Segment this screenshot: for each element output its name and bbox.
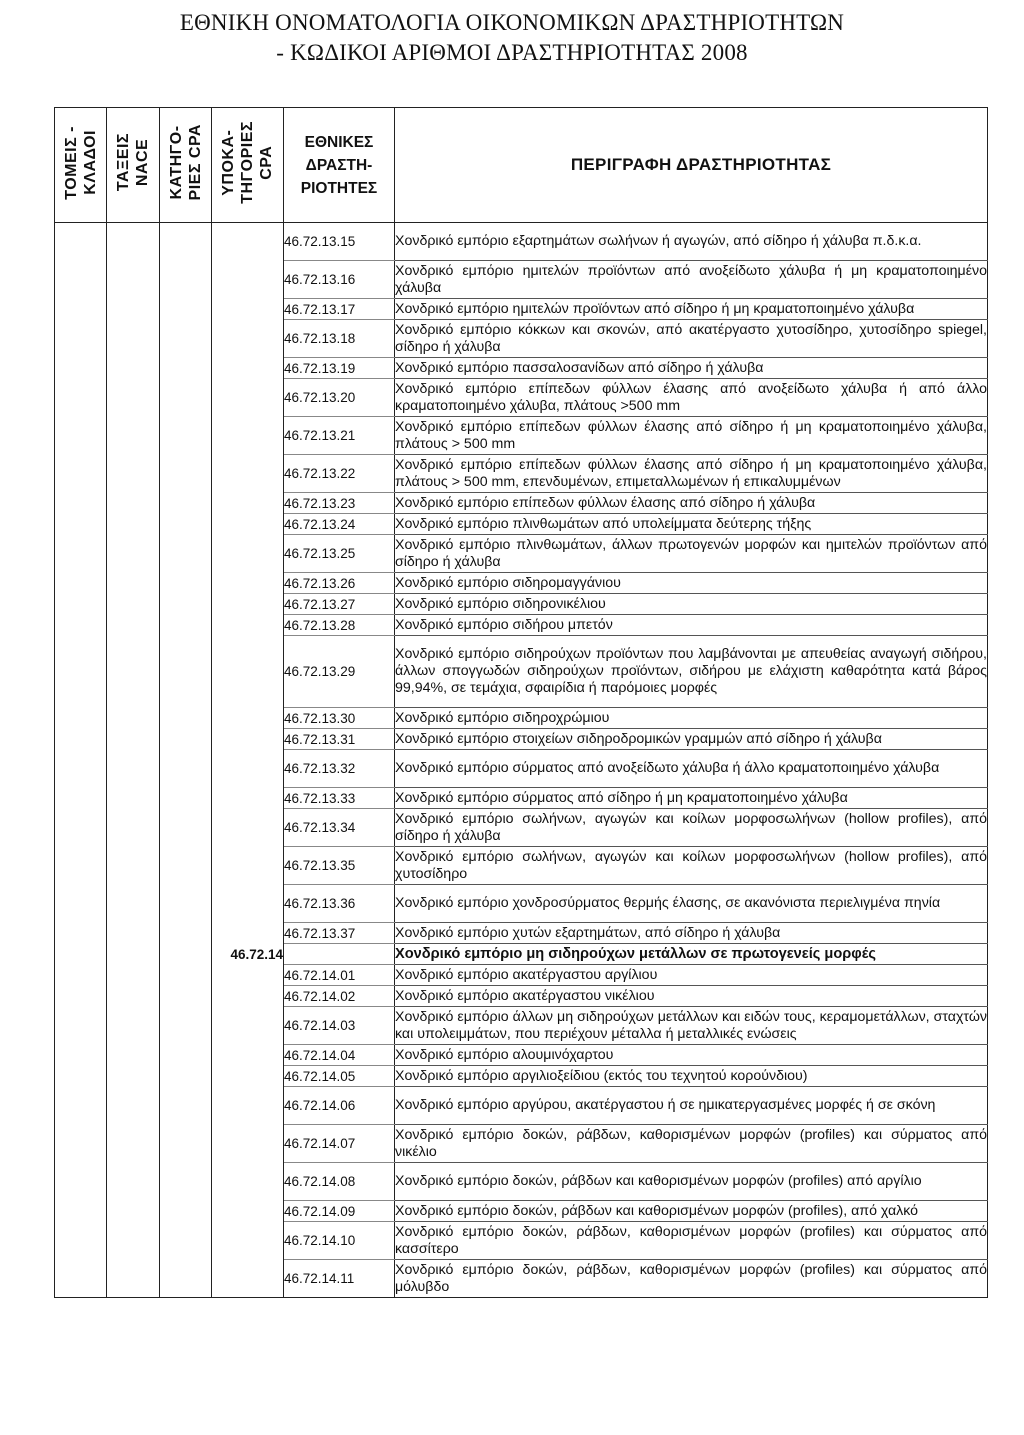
national-activity-code: 46.72.14.04 bbox=[284, 1045, 395, 1066]
empty-cell bbox=[160, 1087, 212, 1125]
empty-cell bbox=[55, 1007, 107, 1045]
empty-cell bbox=[107, 885, 160, 923]
empty-cell bbox=[55, 965, 107, 986]
empty-cell bbox=[55, 493, 107, 514]
empty-cell bbox=[160, 788, 212, 809]
activity-description: Χονδρικό εμπόριο σύρματος από ανοξείδωτο χάλυβα ή άλλο κραματοποιημένο χάλυβα bbox=[395, 750, 988, 788]
national-activity-code: 46.72.13.26 bbox=[284, 573, 395, 594]
empty-cell bbox=[55, 223, 107, 261]
table-row bbox=[55, 594, 988, 615]
empty-cell bbox=[160, 594, 212, 615]
activity-description: Χονδρικό εμπόριο εξαρτημάτων σωλήνων ή αγωγών, από σίδηρο ή χάλυβα π.δ.κ.α. bbox=[395, 223, 988, 261]
empty-cell bbox=[55, 1045, 107, 1066]
empty-cell bbox=[107, 1125, 160, 1163]
table-row bbox=[55, 261, 988, 299]
activity-description: Χονδρικό εμπόριο πλινθωμάτων από υπολείμματα δεύτερης τήξης bbox=[395, 514, 988, 535]
empty-cell bbox=[55, 358, 107, 379]
national-activity-code: 46.72.14.06 bbox=[284, 1087, 395, 1125]
activity-description: Χονδρικό εμπόριο δοκών, ράβδων και καθορισμένων μορφών (profiles), από χαλκό bbox=[395, 1201, 988, 1222]
empty-cell bbox=[55, 944, 107, 965]
empty-cell bbox=[55, 299, 107, 320]
header-national-activities: ΕΘΝΙΚΕΣ ΔΡΑΣΤΗ- ΡΙΟΤΗΤΕΣ bbox=[284, 108, 395, 223]
empty-cell bbox=[160, 750, 212, 788]
empty-cell bbox=[107, 1066, 160, 1087]
empty-cell bbox=[160, 320, 212, 358]
header-activity-description: ΠΕΡΙΓΡΑΦΗ ΔΡΑΣΤΗΡΙΟΤΗΤΑΣ bbox=[395, 108, 988, 223]
table-row bbox=[55, 788, 988, 809]
empty-cell bbox=[107, 847, 160, 885]
activity-description: Χονδρικό εμπόριο σωλήνων, αγωγών και κοίλων μορφοσωλήνων (hollow profiles), από χυτοσίδηρο bbox=[395, 847, 988, 885]
empty-cell bbox=[55, 455, 107, 493]
empty-cell bbox=[107, 455, 160, 493]
activity-description: Χονδρικό εμπόριο επίπεδων φύλλων έλασης από σίδηρο ή μη κραματοποιημένο χάλυβα, πλάτους > 500 mm bbox=[395, 417, 988, 455]
activity-codes-table bbox=[54, 107, 988, 1298]
table-row bbox=[55, 455, 988, 493]
national-activity-code: 46.72.13.30 bbox=[284, 708, 395, 729]
empty-cell bbox=[107, 1260, 160, 1298]
national-activity-code: 46.72.13.17 bbox=[284, 299, 395, 320]
table-row bbox=[55, 636, 988, 708]
activity-description: Χονδρικό εμπόριο πλινθωμάτων, άλλων πρωτογενών μορφών και ημιτελών προϊόντων από σίδηρο ή χάλυβα bbox=[395, 535, 988, 573]
national-activity-code: 46.72.13.32 bbox=[284, 750, 395, 788]
national-activity-code: 46.72.14.11 bbox=[284, 1260, 395, 1298]
empty-cell bbox=[160, 1201, 212, 1222]
activity-description: Χονδρικό εμπόριο δοκών, ράβδων, καθορισμένων μορφών (profiles) και σύρματος από μόλυβδο bbox=[395, 1260, 988, 1298]
national-activity-code: 46.72.13.21 bbox=[284, 417, 395, 455]
empty-cell bbox=[160, 729, 212, 750]
activity-description: Χονδρικό εμπόριο σύρματος από σίδηρο ή μη κραματοποιημένο χάλυβα bbox=[395, 788, 988, 809]
empty-cell bbox=[55, 1066, 107, 1087]
table-row bbox=[55, 885, 988, 923]
empty-cell bbox=[160, 417, 212, 455]
empty-cell bbox=[160, 923, 212, 944]
national-activity-code: 46.72.13.23 bbox=[284, 493, 395, 514]
national-activity-code: 46.72.14.10 bbox=[284, 1222, 395, 1260]
national-activity-code: 46.72.13.22 bbox=[284, 455, 395, 493]
empty-cell bbox=[107, 809, 160, 847]
empty-cell bbox=[55, 1087, 107, 1125]
cpa-subcategory-code bbox=[212, 223, 284, 261]
cpa-subcategory-code bbox=[212, 535, 284, 573]
empty-cell bbox=[107, 594, 160, 615]
table-row bbox=[55, 847, 988, 885]
national-activity-code: 46.72.14.05 bbox=[284, 1066, 395, 1087]
empty-cell bbox=[55, 1125, 107, 1163]
cpa-subcategory-code bbox=[212, 708, 284, 729]
empty-cell bbox=[160, 493, 212, 514]
empty-cell bbox=[107, 965, 160, 986]
activity-description: Χονδρικό εμπόριο χονδροσύρματος θερμής έλασης, σε ακανόνιστα περιελιγμένα πηνία bbox=[395, 885, 988, 923]
empty-cell bbox=[107, 1007, 160, 1045]
activity-description: Χονδρικό εμπόριο σιδηρονικέλιου bbox=[395, 594, 988, 615]
table-row bbox=[55, 417, 988, 455]
table-row bbox=[55, 1066, 988, 1087]
cpa-subcategory-code bbox=[212, 1045, 284, 1066]
empty-cell bbox=[160, 708, 212, 729]
empty-cell bbox=[107, 788, 160, 809]
activity-description: Χονδρικό εμπόριο ημιτελών προϊόντων από ανοξείδωτο χάλυβα ή μη κραματοποιημένο χάλυβα bbox=[395, 261, 988, 299]
empty-cell bbox=[107, 923, 160, 944]
cpa-subcategory-code bbox=[212, 493, 284, 514]
activity-description: Χονδρικό εμπόριο σωλήνων, αγωγών και κοίλων μορφοσωλήνων (hollow profiles), από σίδηρο ή χάλυβα bbox=[395, 809, 988, 847]
empty-cell bbox=[107, 493, 160, 514]
activity-description: Χονδρικό εμπόριο ημιτελών προϊόντων από σίδηρο ή μη κραματοποιημένο χάλυβα bbox=[395, 299, 988, 320]
cpa-subcategory-code bbox=[212, 729, 284, 750]
empty-cell bbox=[160, 965, 212, 986]
empty-cell bbox=[55, 729, 107, 750]
activity-description: Χονδρικό εμπόριο επίπεδων φύλλων έλασης από ανοξείδωτο χάλυβα ή από άλλο κραματοποιημένο χάλυβα, πλάτους >500 mm bbox=[395, 379, 988, 417]
empty-cell bbox=[55, 573, 107, 594]
national-activity-code: 46.72.13.16 bbox=[284, 261, 395, 299]
table-row bbox=[55, 1087, 988, 1125]
cpa-subcategory-code bbox=[212, 965, 284, 986]
national-activity-code: 46.72.13.19 bbox=[284, 358, 395, 379]
table-row bbox=[55, 1222, 988, 1260]
activity-description: Χονδρικό εμπόριο αλουμινόχαρτου bbox=[395, 1045, 988, 1066]
national-activity-code: 46.72.14.08 bbox=[284, 1163, 395, 1201]
activity-description: Χονδρικό εμπόριο πασσαλοσανίδων από σίδηρο ή χάλυβα bbox=[395, 358, 988, 379]
empty-cell bbox=[160, 636, 212, 708]
empty-cell bbox=[55, 379, 107, 417]
empty-cell bbox=[160, 986, 212, 1007]
cpa-subcategory-code bbox=[212, 1222, 284, 1260]
empty-cell bbox=[160, 1222, 212, 1260]
empty-cell bbox=[160, 573, 212, 594]
header-sectors: ΤΟΜΕΙΣ - ΚΛΑΔΟΙ bbox=[55, 108, 107, 223]
table-row bbox=[55, 1045, 988, 1066]
empty-cell bbox=[160, 514, 212, 535]
national-activity-code: 46.72.13.27 bbox=[284, 594, 395, 615]
cpa-subcategory-code bbox=[212, 455, 284, 493]
activity-description: Χονδρικό εμπόριο στοιχείων σιδηροδρομικών γραμμών από σίδηρο ή χάλυβα bbox=[395, 729, 988, 750]
cpa-subcategory-code bbox=[212, 885, 284, 923]
activity-description: Χονδρικό εμπόριο ακατέργαστου αργίλιου bbox=[395, 965, 988, 986]
national-activity-code: 46.72.14.03 bbox=[284, 1007, 395, 1045]
activity-description: Χονδρικό εμπόριο επίπεδων φύλλων έλασης από σίδηρο ή μη κραματοποιημένο χάλυβα, πλάτους > 500 mm, επενδυμένων, επιμεταλλωμένων ή επικαλυμμένων bbox=[395, 455, 988, 493]
cpa-subcategory-code bbox=[212, 847, 284, 885]
empty-cell bbox=[107, 573, 160, 594]
cpa-subcategory-code bbox=[212, 417, 284, 455]
national-activity-code: 46.72.13.35 bbox=[284, 847, 395, 885]
table-row bbox=[55, 708, 988, 729]
empty-cell bbox=[160, 1163, 212, 1201]
cpa-subcategory-code bbox=[212, 1201, 284, 1222]
table-header bbox=[55, 108, 988, 223]
table-row bbox=[55, 1201, 988, 1222]
empty-cell bbox=[55, 923, 107, 944]
cpa-subcategory-code bbox=[212, 594, 284, 615]
national-activity-code: 46.72.13.20 bbox=[284, 379, 395, 417]
empty-cell bbox=[55, 514, 107, 535]
empty-cell bbox=[107, 379, 160, 417]
national-activity-code: 46.72.14.07 bbox=[284, 1125, 395, 1163]
empty-cell bbox=[55, 708, 107, 729]
activity-description: Χονδρικό εμπόριο σιδηρομαγγάνιου bbox=[395, 573, 988, 594]
national-activity-code: 46.72.13.34 bbox=[284, 809, 395, 847]
national-activity-code: 46.72.13.29 bbox=[284, 636, 395, 708]
header-cpa-categories: ΚΑΤΗΓΟ- ΡΙΕΣ CPA bbox=[160, 108, 212, 223]
cpa-subcategory-code bbox=[212, 320, 284, 358]
empty-cell bbox=[55, 261, 107, 299]
national-activity-code: 46.72.13.36 bbox=[284, 885, 395, 923]
activity-description: Χονδρικό εμπόριο επίπεδων φύλλων έλασης από σίδηρο ή χάλυβα bbox=[395, 493, 988, 514]
empty-cell bbox=[160, 847, 212, 885]
cpa-subcategory-code bbox=[212, 358, 284, 379]
national-activity-code: 46.72.13.18 bbox=[284, 320, 395, 358]
table-row bbox=[55, 358, 988, 379]
national-activity-code: 46.72.13.28 bbox=[284, 615, 395, 636]
header-nace-classes: ΤΑΞΕΙΣ NACE bbox=[107, 108, 160, 223]
national-activity-code: 46.72.13.15 bbox=[284, 223, 395, 261]
table-row bbox=[55, 223, 988, 261]
empty-cell bbox=[160, 615, 212, 636]
empty-cell bbox=[55, 788, 107, 809]
cpa-subcategory-code bbox=[212, 1087, 284, 1125]
cpa-subcategory-code bbox=[212, 379, 284, 417]
empty-cell bbox=[55, 615, 107, 636]
document-title-line2: - ΚΩΔΙΚΟΙ ΑΡΙΘΜΟΙ ΔΡΑΣΤΗΡΙΟΤΗΤΑΣ 2008 bbox=[276, 40, 748, 65]
activity-description: Χονδρικό εμπόριο αργύρου, ακατέργαστου ή σε ημικατεργασμένες μορφές ή σε σκόνη bbox=[395, 1087, 988, 1125]
empty-cell bbox=[107, 535, 160, 573]
empty-cell bbox=[107, 1045, 160, 1066]
empty-cell bbox=[55, 986, 107, 1007]
empty-cell bbox=[160, 944, 212, 965]
national-activity-code: 46.72.14.02 bbox=[284, 986, 395, 1007]
empty-cell bbox=[107, 1222, 160, 1260]
empty-cell bbox=[55, 1260, 107, 1298]
cpa-subcategory-code bbox=[212, 986, 284, 1007]
empty-cell bbox=[107, 1163, 160, 1201]
empty-cell bbox=[160, 885, 212, 923]
empty-cell bbox=[160, 223, 212, 261]
cpa-subcategory-code bbox=[212, 573, 284, 594]
activity-description: Χονδρικό εμπόριο χυτών εξαρτημάτων, από σίδηρο ή χάλυβα bbox=[395, 923, 988, 944]
empty-cell bbox=[107, 708, 160, 729]
table-row bbox=[55, 809, 988, 847]
table-row bbox=[55, 299, 988, 320]
empty-cell bbox=[160, 1007, 212, 1045]
table-row bbox=[55, 986, 988, 1007]
cpa-subcategory-code bbox=[212, 1163, 284, 1201]
table-row bbox=[55, 750, 988, 788]
empty-cell bbox=[160, 1066, 212, 1087]
table-row bbox=[55, 1260, 988, 1298]
table-row bbox=[55, 1163, 988, 1201]
cpa-subcategory-code bbox=[212, 299, 284, 320]
table-row bbox=[55, 615, 988, 636]
empty-cell bbox=[160, 535, 212, 573]
national-activity-code: 46.72.13.25 bbox=[284, 535, 395, 573]
table-row bbox=[55, 1125, 988, 1163]
empty-cell bbox=[55, 1222, 107, 1260]
empty-cell bbox=[55, 847, 107, 885]
empty-cell bbox=[107, 750, 160, 788]
empty-cell bbox=[55, 594, 107, 615]
cpa-subcategory-code bbox=[212, 636, 284, 708]
table-row bbox=[55, 514, 988, 535]
cpa-subcategory-code bbox=[212, 809, 284, 847]
empty-cell bbox=[107, 944, 160, 965]
document-title-line1: ΕΘΝΙΚΗ ΟΝΟΜΑΤΟΛΟΓΙΑ ΟΙΚΟΝΟΜΙΚΩΝ ΔΡΑΣΤΗΡΙΟΤΗΤΩΝ bbox=[179, 10, 845, 35]
empty-cell bbox=[55, 1163, 107, 1201]
activity-description: Χονδρικό εμπόριο άλλων μη σιδηρούχων μετάλλων και ειδών τους, κεραμομετάλλων, σταχτών και υπολειμμάτων, που περιέχουν μέταλλα ή μεταλλικές ενώσεις bbox=[395, 1007, 988, 1045]
cpa-subcategory-code bbox=[212, 1007, 284, 1045]
empty-cell bbox=[160, 299, 212, 320]
empty-cell bbox=[55, 885, 107, 923]
activity-description: Χονδρικό εμπόριο δοκών, ράβδων, καθορισμένων μορφών (profiles) και σύρματος από νικέλιο bbox=[395, 1125, 988, 1163]
empty-cell bbox=[107, 615, 160, 636]
empty-cell bbox=[160, 358, 212, 379]
empty-cell bbox=[160, 455, 212, 493]
empty-cell bbox=[55, 1201, 107, 1222]
table-row bbox=[55, 1007, 988, 1045]
header-cpa-subcategories: ΥΠΟΚΑ- ΤΗΓΟΡΙΕΣ CPA bbox=[212, 108, 284, 223]
empty-cell bbox=[160, 1045, 212, 1066]
national-activity-code: 46.72.14.09 bbox=[284, 1201, 395, 1222]
empty-cell bbox=[107, 358, 160, 379]
empty-cell bbox=[55, 320, 107, 358]
empty-cell bbox=[160, 1125, 212, 1163]
table-row bbox=[55, 729, 988, 750]
activity-description: Χονδρικό εμπόριο αργιλιοξείδιου (εκτός του τεχνητού κορούνδιου) bbox=[395, 1066, 988, 1087]
empty-cell bbox=[107, 417, 160, 455]
cpa-subcategory-code: 46.72.14 bbox=[212, 944, 284, 965]
empty-cell bbox=[55, 636, 107, 708]
table-row bbox=[55, 535, 988, 573]
activity-description: Χονδρικό εμπόριο μη σιδηρούχων μετάλλων σε πρωτογενείς μορφές bbox=[395, 944, 988, 965]
empty-cell bbox=[160, 1260, 212, 1298]
empty-cell bbox=[107, 223, 160, 261]
national-activity-code: 46.72.14.01 bbox=[284, 965, 395, 986]
empty-cell bbox=[160, 261, 212, 299]
empty-cell bbox=[107, 986, 160, 1007]
cpa-subcategory-code bbox=[212, 514, 284, 535]
national-activity-code: 46.72.13.31 bbox=[284, 729, 395, 750]
national-activity-code: 46.72.13.37 bbox=[284, 923, 395, 944]
empty-cell bbox=[107, 1087, 160, 1125]
cpa-subcategory-code bbox=[212, 788, 284, 809]
empty-cell bbox=[160, 809, 212, 847]
empty-cell bbox=[107, 261, 160, 299]
activity-description: Χονδρικό εμπόριο ακατέργαστου νικέλιου bbox=[395, 986, 988, 1007]
cpa-subcategory-code bbox=[212, 923, 284, 944]
national-activity-code: 46.72.13.24 bbox=[284, 514, 395, 535]
empty-cell bbox=[160, 379, 212, 417]
empty-cell bbox=[107, 514, 160, 535]
national-activity-code: 46.72.13.33 bbox=[284, 788, 395, 809]
cpa-subcategory-code bbox=[212, 750, 284, 788]
cpa-subcategory-code bbox=[212, 615, 284, 636]
activity-description: Χονδρικό εμπόριο σιδηρούχων προϊόντων που λαμβάνονται με απευθείας αναγωγή σιδήρου, άλλων σπογγωδών σιδηρούχων προϊόντων, σιδήρου με ελάχιστη καθαρότητα κατά βάρος 99,94%, σε τεμάχια, σφαιρίδια ή παρόμοιες μορφές bbox=[395, 636, 988, 708]
cpa-subcategory-code bbox=[212, 1066, 284, 1087]
table-row bbox=[55, 923, 988, 944]
activity-description: Χονδρικό εμπόριο δοκών, ράβδων και καθορισμένων μορφών (profiles) από αργίλιο bbox=[395, 1163, 988, 1201]
empty-cell bbox=[55, 417, 107, 455]
table-body bbox=[55, 223, 988, 1298]
national-activity-code bbox=[284, 944, 395, 965]
table-row bbox=[55, 573, 988, 594]
cpa-subcategory-code bbox=[212, 261, 284, 299]
cpa-subcategory-code bbox=[212, 1125, 284, 1163]
empty-cell bbox=[107, 1201, 160, 1222]
table-row bbox=[55, 379, 988, 417]
empty-cell bbox=[107, 729, 160, 750]
table-row bbox=[55, 493, 988, 514]
table-row bbox=[55, 944, 988, 965]
table-row bbox=[55, 965, 988, 986]
empty-cell bbox=[55, 750, 107, 788]
empty-cell bbox=[107, 636, 160, 708]
activity-description: Χονδρικό εμπόριο σιδήρου μπετόν bbox=[395, 615, 988, 636]
activity-description: Χονδρικό εμπόριο κόκκων και σκονών, από ακατέργαστο χυτοσίδηρο, χυτοσίδηρο spiegel, σίδηρο ή χάλυβα bbox=[395, 320, 988, 358]
empty-cell bbox=[107, 299, 160, 320]
empty-cell bbox=[55, 535, 107, 573]
cpa-subcategory-code bbox=[212, 1260, 284, 1298]
activity-description: Χονδρικό εμπόριο δοκών, ράβδων, καθορισμένων μορφών (profiles) και σύρματος από κασσίτερο bbox=[395, 1222, 988, 1260]
empty-cell bbox=[55, 809, 107, 847]
empty-cell bbox=[107, 320, 160, 358]
table-row bbox=[55, 320, 988, 358]
activity-description: Χονδρικό εμπόριο σιδηροχρώμιου bbox=[395, 708, 988, 729]
